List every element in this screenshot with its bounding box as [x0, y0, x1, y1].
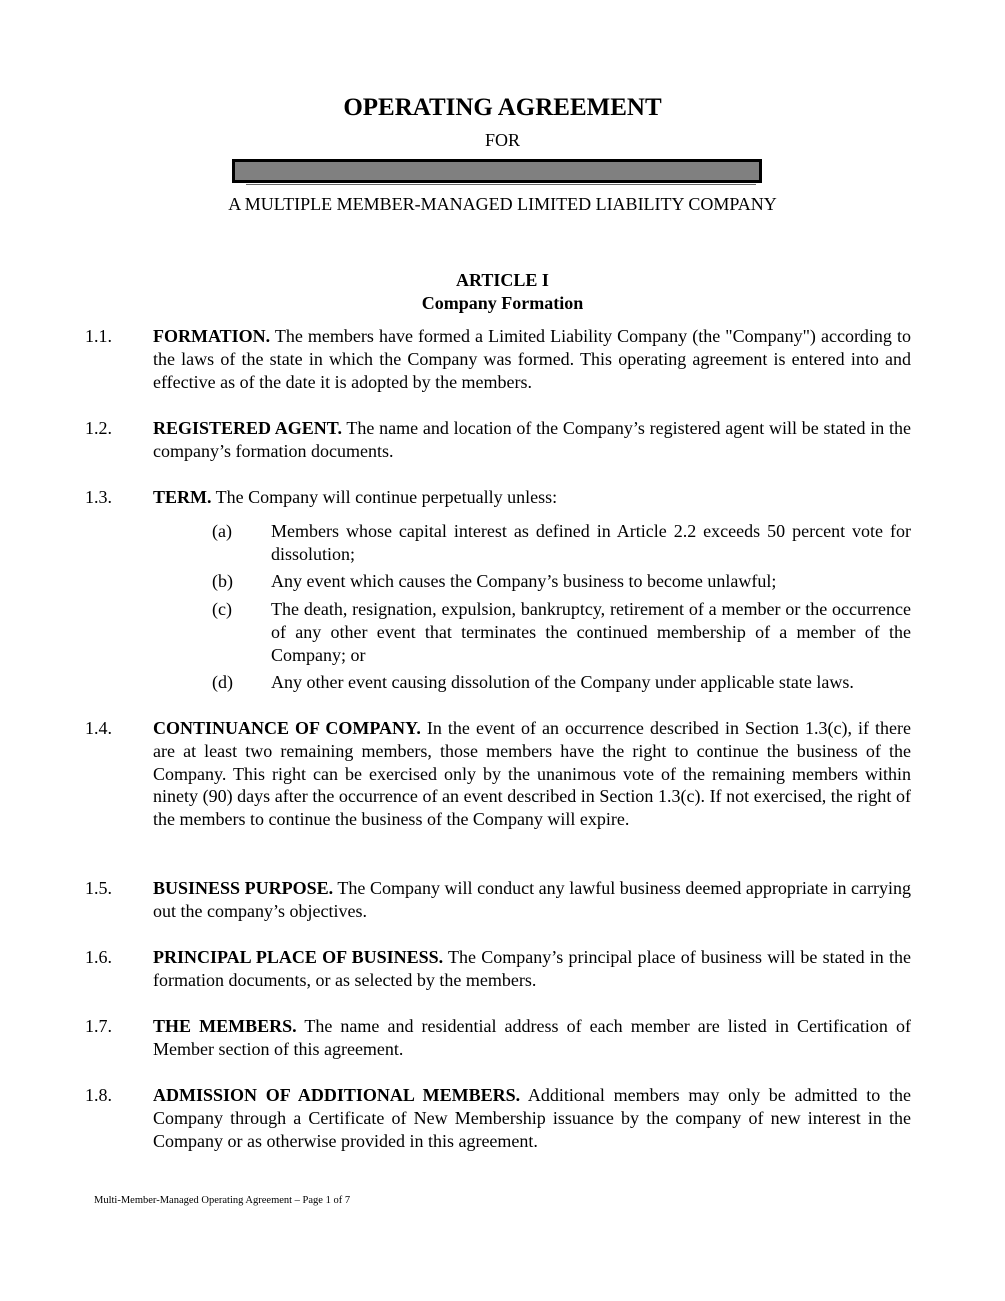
item-label: (b): [212, 571, 233, 591]
section-number: 1.2.: [85, 418, 112, 438]
section-heading: REGISTERED AGENT.: [153, 418, 342, 438]
section-1-8: [85, 1084, 911, 1152]
section-1-4: [85, 717, 911, 831]
section-text: The name and residential address of each member are listed in Certification of Member section of this agreement.: [153, 1016, 911, 1059]
section-number: 1.3.: [85, 487, 112, 507]
item-text: The death, resignation, expulsion, bankruptcy, retirement of a member or the occurrence of any other event that terminates the continued membership of a member of the Company; or: [271, 599, 911, 665]
section-1-6: [85, 946, 911, 992]
section-heading: FORMATION.: [153, 326, 271, 346]
item-text: Members whose capital interest as defined in Article 2.2 exceeds 50 percent vote for dissolution;: [271, 521, 911, 564]
section-number: 1.6.: [85, 947, 112, 967]
redacted-company-name: [232, 159, 762, 183]
section-number: 1.8.: [85, 1085, 112, 1105]
article-number: ARTICLE I: [456, 270, 549, 290]
section-heading: ADMISSION OF ADDITIONAL MEMBERS.: [153, 1085, 521, 1105]
term-item-a: [212, 520, 911, 566]
article-heading: [0, 269, 1005, 315]
item-label: (d): [212, 672, 233, 692]
page-footer: Multi-Member-Managed Operating Agreement – Page 1 of 7: [94, 1195, 351, 1206]
section-heading: PRINCIPAL PLACE OF BUSINESS.: [153, 947, 444, 967]
name-underline: [246, 184, 756, 185]
section-number: 1.5.: [85, 878, 112, 898]
section-text: The members have formed a Limited Liability Company (the "Company") according to the laws of the state in which the Company was formed. This operating agreement is entered into and effective as of the date it is adopted by the members.: [153, 326, 911, 392]
section-number: 1.7.: [85, 1016, 112, 1036]
section-text: In the event of an occurrence described in Section 1.3(c), if there are at least two remaining members, those members have the right to continue the business of the Company. This right can be exercised only by the unanimous vote of the remaining members within ninety (90) days after the occurrence of an event described in Section 1.3(c). If not exercised, the right of the members to continue the business of the Company will expire.: [153, 718, 911, 830]
section-number: 1.4.: [85, 718, 112, 738]
section-text: The Company will conduct any lawful business deemed appropriate in carrying out the company’s objectives.: [153, 878, 911, 921]
section-text: The name and location of the Company’s registered agent will be stated in the company’s formation documents.: [153, 418, 912, 461]
section-text: The Company’s principal place of business will be stated in the formation documents, or as selected by the members.: [153, 947, 911, 990]
section-heading: THE MEMBERS.: [153, 1016, 297, 1036]
document-subtitle: A MULTIPLE MEMBER-MANAGED LIMITED LIABILITY COMPANY: [228, 194, 777, 214]
item-label: (c): [212, 599, 232, 619]
term-item-c: [212, 598, 911, 666]
article-title: Company Formation: [421, 293, 584, 313]
document-title: OPERATING AGREEMENT: [343, 94, 662, 121]
for-label: FOR: [484, 130, 520, 150]
section-text: The Company will continue perpetually unless:: [211, 487, 558, 507]
section-text: Additional members may only be admitted to the Company through a Certificate of New Membership issuance by the company of new interest in the Company or as otherwise provided in this agreement.: [153, 1085, 912, 1151]
section-1-1: [85, 325, 911, 393]
item-text: Any event which causes the Company’s business to become unlawful;: [271, 571, 777, 591]
section-1-3: [85, 486, 911, 509]
section-1-2: [85, 417, 911, 463]
section-heading: TERM.: [153, 487, 212, 507]
item-label: (a): [212, 521, 232, 541]
section-heading: BUSINESS PURPOSE.: [153, 878, 334, 898]
section-number: 1.1.: [85, 326, 112, 346]
section-1-7: [85, 1015, 911, 1061]
item-text: Any other event causing dissolution of the Company under applicable state laws.: [271, 672, 854, 692]
term-item-d: [212, 671, 911, 694]
term-item-b: [212, 570, 911, 593]
section-1-5: [85, 877, 911, 923]
section-heading: CONTINUANCE OF COMPANY.: [153, 718, 421, 738]
